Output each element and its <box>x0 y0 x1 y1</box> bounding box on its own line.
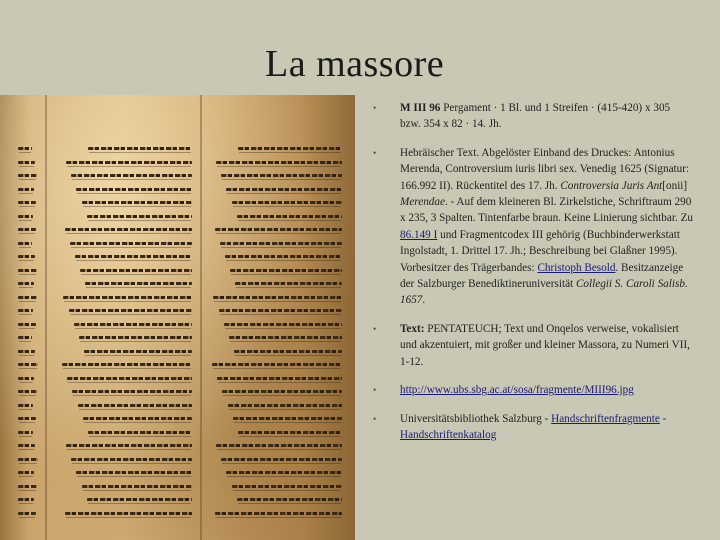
bullet-italic-text: Controversia Juris Ant <box>560 179 663 192</box>
bullet-text: Pergament · 1 Bl. und 1 Streifen · (415-420) x 305 bzw. 354 x 82 · 14. Jh. <box>400 102 671 131</box>
manuscript-text-line <box>84 350 192 353</box>
bullet-link[interactable]: Handschriftenkatalog <box>400 428 497 441</box>
manuscript-text-line <box>18 458 38 461</box>
bullet-text: - <box>659 412 667 425</box>
manuscript-text-line <box>88 147 192 150</box>
bullet-link[interactable]: Handschriftenfragmente <box>551 412 660 425</box>
manuscript-text-line <box>232 201 343 204</box>
manuscript-text-line <box>18 201 36 204</box>
manuscript-text-line <box>71 174 192 177</box>
manuscript-text-line <box>216 444 342 447</box>
manuscript-fragment-image <box>0 95 355 540</box>
manuscript-text-line <box>18 444 35 447</box>
manuscript-text-line <box>18 485 37 488</box>
manuscript-text-line <box>228 404 342 407</box>
manuscript-column-right <box>212 147 342 532</box>
bullet-icon: • <box>373 413 377 424</box>
manuscript-text-line <box>226 188 342 191</box>
manuscript-text-line <box>237 498 342 501</box>
manuscript-text-line <box>62 363 192 366</box>
bullet-list <box>373 100 693 455</box>
manuscript-text-line <box>238 431 342 434</box>
manuscript-text-line <box>238 147 342 150</box>
manuscript-text-line <box>215 228 342 231</box>
manuscript-text-line <box>237 215 342 218</box>
manuscript-text-line <box>18 255 35 258</box>
bullet-bold-text: Text: <box>400 322 425 335</box>
manuscript-text-line <box>216 161 342 164</box>
manuscript-text-line <box>76 188 192 191</box>
manuscript-text-line <box>18 404 33 407</box>
manuscript-text-line <box>80 269 192 272</box>
bullet-item <box>373 321 693 370</box>
bullet-italic-text: Merendae <box>400 196 445 209</box>
manuscript-text-line <box>66 444 192 447</box>
bullet-italic-text: Collegii S. Caroli Salisb. 1657 <box>400 278 688 307</box>
manuscript-text-line <box>74 323 192 326</box>
manuscript-text-line <box>18 323 36 326</box>
manuscript-text-line <box>18 350 35 353</box>
manuscript-column-middle <box>62 147 192 532</box>
manuscript-text-line <box>229 336 342 339</box>
bullet-link[interactable]: Christoph Besold <box>537 261 616 274</box>
bullet-text: . - Auf dem kleineren Bl. Zirkelstiche, Schriftraum 290 x 235, 3 Spalten. Tintenfarbe braun. Keine Linierung sichtbar. Zu <box>400 196 693 225</box>
bullet-text: Universitätsbibliothek Salzburg - <box>400 412 552 425</box>
manuscript-text-line <box>18 363 38 366</box>
manuscript-text-line <box>215 512 342 515</box>
manuscript-text-line <box>82 485 193 488</box>
bullet-text: . Besitzanzeige der Salzburger Benediktineruniversität <box>400 261 684 291</box>
bullet-text: PENTATEUCH; Text und Onqelos verweise, vokalisiert und akzentuiert, mit großer und kleiner Massora, zu Numeri VII, 1-12. <box>400 322 690 368</box>
manuscript-text-line <box>66 161 192 164</box>
manuscript-text-line <box>220 242 342 245</box>
manuscript-text-line <box>230 269 342 272</box>
bullet-link[interactable]: 86.149 I <box>400 228 438 241</box>
manuscript-text-line <box>18 296 37 299</box>
manuscript-text-line <box>224 323 342 326</box>
manuscript-text-line <box>226 471 342 474</box>
manuscript-text-line <box>71 458 192 461</box>
manuscript-text-line <box>18 161 35 164</box>
bullet-text: . <box>422 294 426 307</box>
manuscript-text-line <box>79 336 192 339</box>
manuscript-text-line <box>233 417 342 420</box>
manuscript-text-line <box>82 201 193 204</box>
bullet-icon: • <box>373 323 377 334</box>
manuscript-text-line <box>70 242 192 245</box>
manuscript-text-line <box>85 282 192 285</box>
manuscript-text-line <box>72 390 192 393</box>
manuscript-text-line <box>221 174 342 177</box>
manuscript-text-line <box>18 228 36 231</box>
manuscript-text-line <box>18 188 34 191</box>
manuscript-crease <box>45 95 47 540</box>
manuscript-text-line <box>18 377 34 380</box>
manuscript-text-line <box>63 296 192 299</box>
manuscript-text-line <box>18 336 32 339</box>
manuscript-text-line <box>219 309 343 312</box>
manuscript-text-line <box>221 458 342 461</box>
manuscript-text-line <box>67 377 192 380</box>
manuscript-text-line <box>87 215 192 218</box>
manuscript-text-line <box>18 512 36 515</box>
bullet-icon: • <box>373 385 377 396</box>
manuscript-text-line <box>76 471 192 474</box>
manuscript-text-line <box>232 485 343 488</box>
manuscript-column-left <box>18 147 38 532</box>
manuscript-text-line <box>18 498 34 501</box>
manuscript-text-line <box>18 174 37 177</box>
manuscript-text-line <box>18 390 37 393</box>
manuscript-text-line <box>234 350 342 353</box>
manuscript-text-line <box>78 404 192 407</box>
bullet-text: und Fragmentcodex III gehörig (Buchbinderwerkstatt Ingolstadt, 1. Drittel 17. Jh.; Beschreibung bei Glaßner 1995). Vorbesitzer des Trägerbandes: <box>400 228 680 274</box>
bullet-bold-text: M III 96 <box>400 102 441 114</box>
manuscript-text-line <box>87 498 192 501</box>
manuscript-text-line <box>225 255 342 258</box>
slide-title: La massore <box>265 43 445 85</box>
manuscript-text-line <box>65 228 192 231</box>
manuscript-text-line <box>83 417 192 420</box>
bullet-item <box>373 100 693 133</box>
manuscript-text-line <box>18 282 34 285</box>
manuscript-text-line <box>88 431 192 434</box>
manuscript-crease <box>200 95 202 540</box>
manuscript-text-line <box>65 512 192 515</box>
manuscript-text-line <box>18 431 33 434</box>
manuscript-text-line <box>75 255 192 258</box>
bullet-icon: • <box>373 103 377 113</box>
bullet-text: [onii] <box>662 179 688 192</box>
manuscript-text-line <box>18 147 32 150</box>
manuscript-text-line <box>235 282 342 285</box>
manuscript-text-line <box>18 242 32 245</box>
manuscript-text-line <box>18 269 37 272</box>
manuscript-text-line <box>212 363 342 366</box>
bullet-item <box>373 411 693 444</box>
manuscript-text-line <box>222 390 342 393</box>
bullet-text: Hebräischer Text. Abgelöster Einband des Druckes: Antonius Merenda, Controversium iuris libri sex. Venedig 1625 (Signatur: 166.992 II). Rückentitel des 17. Jh. <box>400 146 690 192</box>
manuscript-text-line <box>18 417 36 420</box>
manuscript-text-line <box>18 471 34 474</box>
bullet-icon: • <box>373 147 377 158</box>
bullet-link[interactable]: http://www.ubs.sbg.ac.at/sosa/fragmente/MIII96.jpg <box>400 384 634 397</box>
bullet-item <box>373 145 693 309</box>
manuscript-text-line <box>217 377 342 380</box>
manuscript-text-line <box>18 309 33 312</box>
manuscript-text-line <box>213 296 342 299</box>
bullet-item <box>373 382 693 398</box>
manuscript-text-line <box>18 215 33 218</box>
manuscript-text-line <box>69 309 193 312</box>
